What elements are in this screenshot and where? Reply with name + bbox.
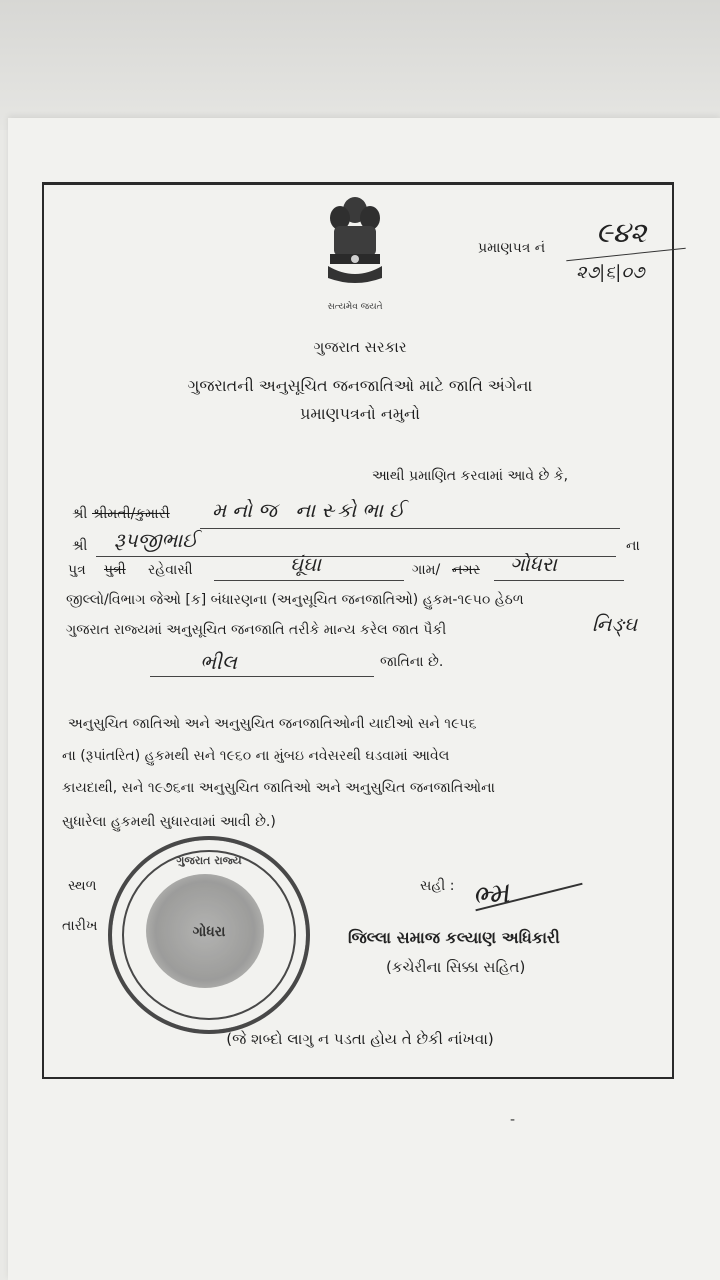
paragraph-line-3: કાયદાથી, સને ૧૯૭૬ના અનુસુચિત જાતિઓ અને અનુસુચિત જનજાતિઓના bbox=[62, 780, 495, 796]
paragraph-line-1: અનુસુચિત જાતિઓ અને અનુસુચિત જનજાતિઓની યાદીઓ સને ૧૯૫૬ bbox=[68, 716, 477, 732]
daughter-struck: પુત્રી bbox=[104, 562, 126, 578]
background-surface bbox=[0, 0, 720, 130]
place-label: સ્થળ bbox=[68, 878, 97, 894]
officer-seal-note: (કચેરીના સિક્કા સહિત) bbox=[386, 958, 526, 976]
state-emblem-icon bbox=[318, 192, 392, 304]
son-prefix: પુત્ર bbox=[68, 562, 86, 578]
shrimati-struck: શ્રીમતી/કુમારી bbox=[92, 506, 170, 522]
form-title-line1: ગુજરાતની અનુસૂચિત જનજાતિઓ માટે જાતિ અંગેના bbox=[187, 376, 533, 395]
name-value: મનોજ નાસ્કોભાઈ bbox=[212, 498, 411, 522]
form-title-line2: પ્રમાણપત્રનો નમુનો bbox=[300, 404, 420, 423]
name-underline bbox=[200, 528, 620, 529]
stamp-top-text: ગુજરાત રાજ્ય bbox=[176, 854, 242, 867]
emblem-motto: સત્યમેવ જયતે bbox=[327, 302, 383, 312]
na-suffix: ના bbox=[626, 538, 640, 554]
father-name-value: રૂપજીભાઈ bbox=[114, 528, 198, 552]
signature: ભ્મ bbox=[469, 875, 512, 916]
state-line: ગુજરાત રાજ્યમાં અનુસૂચિત જનજાતિ તરીકે માન્ય કરેલ જાત પૈકી bbox=[66, 622, 447, 638]
shri-prefix: શ્રી bbox=[72, 506, 88, 522]
caste-underline bbox=[150, 676, 374, 677]
certificate-date: ૨૭|૬|૦૭ bbox=[576, 262, 645, 283]
certify-statement: આથી પ્રમાણિત કરવામાં આવે છે કે, bbox=[372, 468, 569, 484]
caste-value: ભીલ bbox=[200, 650, 237, 674]
resident-label: રહેવાસી bbox=[148, 562, 193, 578]
paragraph-line-4: સુધારેલા હુકમથી સુધારવામાં આવી છે.) bbox=[62, 814, 276, 830]
strike-out-note: (જે શબ્દો લાગુ ન પડતા હોય તે છેકી નાંખવા) bbox=[226, 1030, 494, 1048]
village-label: ગામ/ bbox=[412, 562, 441, 578]
signature-label: સહી : bbox=[420, 878, 455, 894]
officer-designation: જિલ્લા સમાજ કલ્યાણ અધિકારી bbox=[348, 928, 560, 947]
certificate-number-label: પ્રમાણપત્ર નં bbox=[478, 240, 546, 256]
date-label: તારીખ bbox=[62, 918, 98, 934]
certificate-number: ૯૪૨ bbox=[596, 216, 647, 249]
village-underline bbox=[214, 580, 404, 581]
tribe-value: નિઙ્ઘ bbox=[592, 612, 638, 636]
nagar-struck: નગર bbox=[452, 562, 480, 578]
village-value: ઘૂંઘા bbox=[290, 552, 322, 576]
district-line: જીલ્લો/વિભાગ જેઓ [ક] બંધારણના (અનુસૂચિત જનજાતિઓ) હુકમ-૧૯૫૦ હેઠળ bbox=[66, 592, 524, 608]
shri-prefix-2: શ્રી bbox=[72, 538, 88, 554]
caste-suffix: જાતિના છે. bbox=[380, 654, 444, 670]
town-underline bbox=[494, 580, 624, 581]
town-value: ગોધરા bbox=[510, 552, 557, 576]
stamp-center-text: ગોધરા bbox=[192, 924, 226, 940]
paragraph-line-2: ના (રૂપાંતરિત) હુકમથી સને ૧૯૬૦ ના મુંબઇ નવેસરથી ઘડવામાં આવેલ bbox=[62, 748, 450, 764]
government-title: ગુજરાત સરકાર bbox=[313, 338, 407, 356]
stray-mark: - bbox=[510, 1112, 516, 1128]
official-stamp bbox=[108, 836, 310, 1034]
